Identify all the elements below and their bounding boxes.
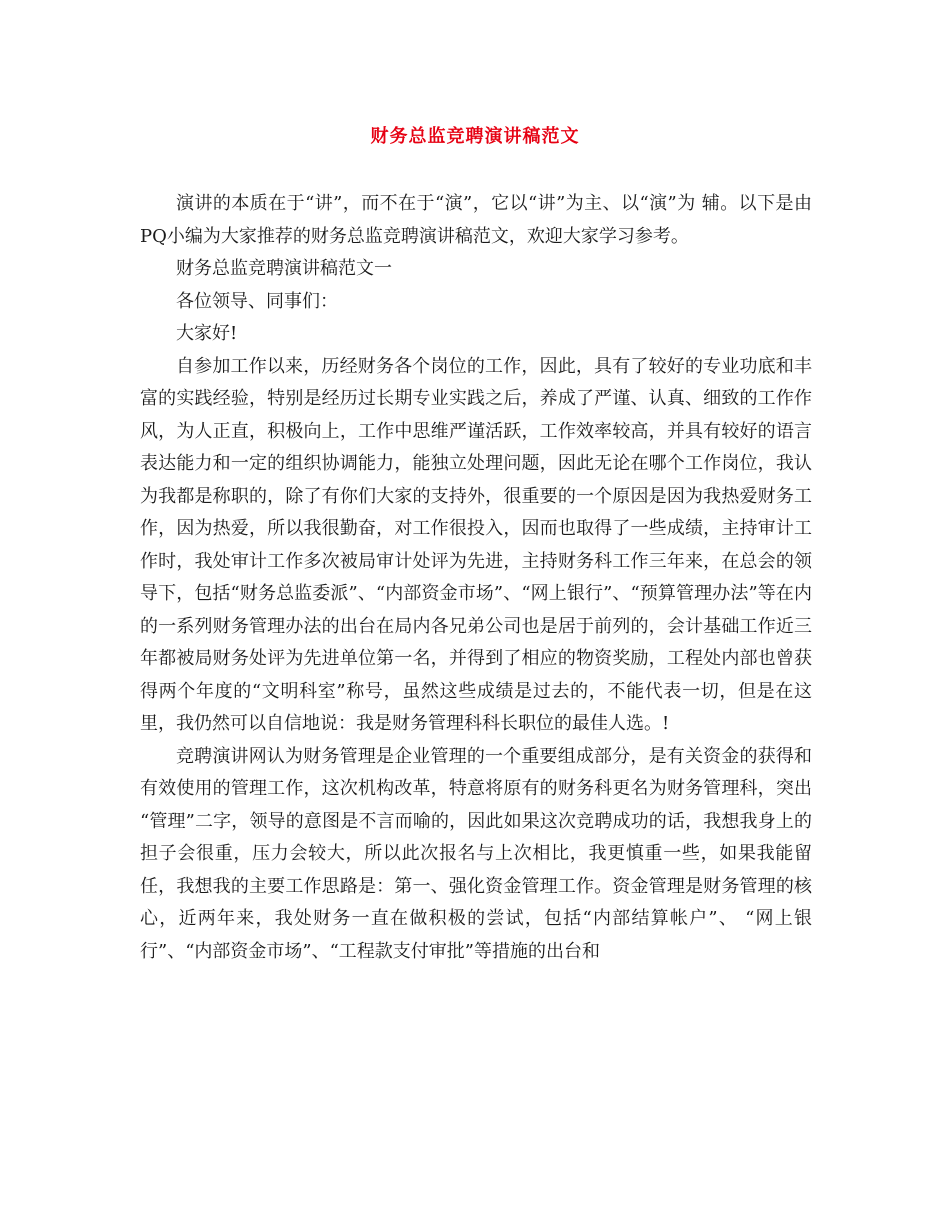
paragraph: 演讲的本质在于“讲”，而不在于“演”，它以“讲”为主、以“演”为 辅。以下是由PQ小编为大家推荐的财务总监竞聘演讲稿范文，欢迎大家学习参考。 (140, 193, 812, 247)
paragraph: 各位领导、同事们： (176, 290, 338, 312)
paragraph: 竞聘演讲网认为财务管理是企业管理的一个重要组成部分，是有关资金的获得和有效使用的管理工作，这次机构改革，特意将原有的财务科更名为财务管理科，突出 “管理”二字，领导的意图是不言而喻的，因此如果这次竞聘成功的话，我想我身上的担子会很重，压力会较大，所以此次报名与上次相比，我更慎重一些，如果我能留任，我想我的主要工作思路是：第一、强化资金管理工作。资金管理是财务管理的核心，近两年来，我处财务一直在做积极的尝试，包括“内部结算帐户”、 “网上银行”、“内部资金市场”、“工程款支付审批”等措施的出台和 (140, 745, 812, 962)
paragraph: 自参加工作以来，历经财务各个岗位的工作，因此，具有了较好的专业功底和丰富的实践经验，特别是经历过长期专业实践之后，养成了严谨、认真、细致的工作作风，为人正直，积极向上，工作中思维严谨活跃，工作效率较高，并具有较好的语言表达能力和一定的组织协调能力，能独立处理问题，因此无论在哪个工作岗位，我认为我都是称职的，除了有你们大家的支持外，很重要的一个原因是因为我热爱财务工作，因为热爱，所以我很勤奋，对工作很投入，因而也取得了一些成绩，主持审计工作时，我处审计工作多次被局审计处评为先进，主持财务科工作三年来，在总会的领导下，包括“财务总监委派”、“内部资金市场”、“网上银行”、“预算管理办法”等在内的一系列财务管理办法的出台在局内各兄弟公司也是居于前列的，会计基础工作近三年都被局财务处评为先进单位第一名，并得到了相应的物资奖励，工程处内部也曾获得两个年度的“文明科室”称号，虽然这些成绩是过去的，不能代表一切，但是在这里，我仍然可以自信地说：我是财务管理科科长职位的最佳人选。! (140, 355, 812, 734)
paragraph: 大家好! (176, 323, 238, 344)
document-title: 财务总监竞聘演讲稿范文 (370, 126, 580, 147)
paragraph: 财务总监竞聘演讲稿范文一 (176, 258, 392, 279)
document-body (140, 188, 812, 968)
